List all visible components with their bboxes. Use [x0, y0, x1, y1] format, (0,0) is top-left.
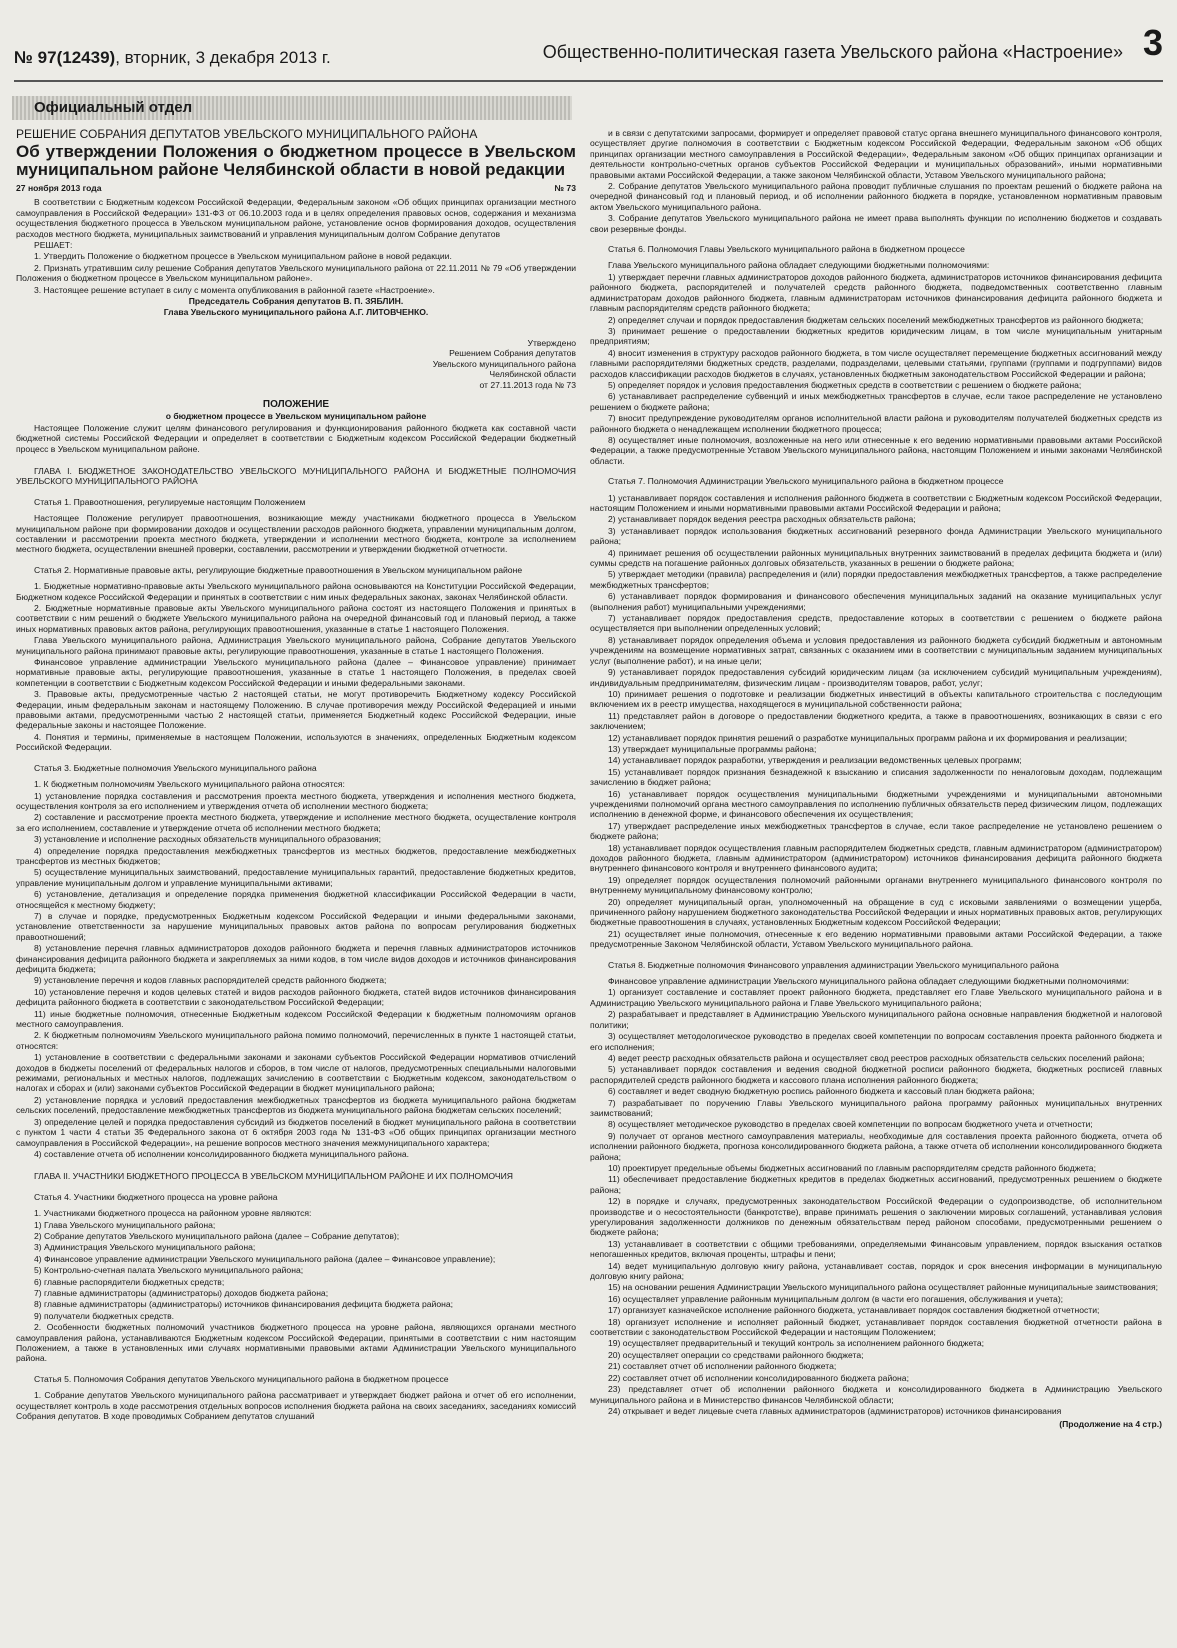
right-article-flow	[590, 128, 1162, 1416]
paragraph: 4) Финансовое управление администрации Увельского муниципального района (далее – Финансовое управление);	[34, 1253, 496, 1264]
masthead-rule	[14, 80, 1163, 82]
decision-item: 2. Признать утратившим силу решение Собрания депутатов Увельского муниципального района от 22.11.2011 № 79 «Об утверждении Положения о бюджетном процессе в Увельском муниципальном районе».	[16, 262, 576, 284]
paragraph: 1) устанавливает порядок составления и исполнения районного бюджета в соответствии с Бюджетным кодексом Российской Федерации, настоящим Положением и иными нормативными правовыми актами Российской Федерации и района;	[590, 492, 1162, 513]
paragraph: 23) представляет отчет об исполнении районного бюджета и консолидированного бюджета в Администрацию Увельского муниципального района и в Министерство финансов Челябинской области;	[590, 1384, 1162, 1405]
paragraph: 15) устанавливает порядок признания безнадежной к взысканию и списания задолженности по неналоговым доходам, подлежащим зачислению в бюджет района;	[590, 766, 1162, 788]
paragraph: 7) главные администраторы (администраторы) доходов бюджета района;	[34, 1287, 329, 1298]
paragraph: 1. К бюджетным полномочиям Увельского муниципального района относятся:	[34, 779, 345, 790]
paragraph: 9) получает от органов местного самоуправления материалы, необходимые для составления проекта районного бюджета, отчета об исполнении районного бюджета, прогноза консолидированного бюджета района, а также отчета об исполнении консолидированного бюджета района;	[590, 1130, 1162, 1162]
masthead	[14, 14, 1163, 74]
paragraph: 3) Администрация Увельского муниципального района;	[34, 1242, 256, 1253]
paragraph: 5) утверждает методики (правила) распределения и (или) порядки предоставления межбюджетных трансфертов, а также распределение межбюджетных трансфертов;	[590, 569, 1162, 590]
article-heading: Статья 3. Бюджетные полномочия Увельского муниципального района	[34, 762, 317, 773]
decision-resolves: РЕШАЕТ:	[34, 240, 73, 251]
paragraph: 2. К бюджетным полномочиям Увельского муниципального района помимо полномочий, перечисленных в пункте 1 настоящей статьи, относятся:	[16, 1030, 576, 1051]
paragraph: 11) представляет район в договоре о предоставлении бюджетного кредита, а также в правоотношениях, возникающих в связи с его заключением;	[590, 710, 1162, 732]
approval-stamp	[16, 338, 576, 390]
paragraph: 9) устанавливает порядок предоставления субсидий юридическим лицам (за исключением субсидий муниципальным учреждениям), индивидуальным предпринимателям, физическим лицам - производителям товаров, работ, услуг;	[590, 667, 1162, 688]
issue-date: , вторник, 3 декабря 2013 г.	[115, 48, 331, 67]
paragraph: 2) Собрание депутатов Увельского муниципального района (далее – Собрание депутатов);	[34, 1230, 400, 1241]
paragraph: 5) устанавливает порядок составления и ведения сводной бюджетной росписи районного бюджета, бюджетных росписей главных распорядителей средств районного бюджета и кассового плана исполнения районного бюджета;	[590, 1064, 1162, 1085]
paragraph: Глава Увельского муниципального района обладает следующими бюджетными полномочиями:	[608, 260, 990, 271]
paragraph: 9) установление перечня и кодов главных распорядителей средств районного бюджета;	[34, 975, 387, 986]
left-column	[16, 128, 576, 1422]
decision-number: № 73	[554, 183, 576, 193]
paragraph: 11) иные бюджетные полномочия, отнесенные Бюджетным кодексом Российской Федерации к бюджетным полномочиям органов местного самоуправления.	[16, 1008, 576, 1030]
paragraph: 15) на основании решения Администрации Увельского муниципального района осуществляет районные муниципальные заимствования;	[608, 1282, 1159, 1293]
regulation-intro: Настоящее Положение служит целям финансового регулирования и функционирования районного бюджета как составной части бюджетной системы Российской Федерации и определяет в соответствии с Бюджетным кодексом Российской Федерации бюджетный процесс в Увельском муниципальном районе.	[16, 422, 576, 454]
article-heading: Статья 1. Правоотношения, регулируемые настоящим Положением	[34, 496, 306, 507]
paragraph: 7) разрабатывает по поручению Главы Увельского муниципального района программу районных муниципальных внутренних заимствований;	[590, 1097, 1162, 1118]
paragraph: 2) составление и рассмотрение проекта местного бюджета, утверждение и исполнение местного бюджета, осуществление контроля за его исполнением, составление и утверждение отчета об исполнении местного бюджета;	[16, 812, 576, 833]
paragraph: 2) определяет случаи и порядок предоставления бюджетам сельских поселений межбюджетных трансфертов из районного бюджета;	[608, 314, 1144, 325]
paragraph: 10) установление перечня и кодов целевых статей и видов расходов районного бюджета, статей видов источников финансирования дефицита районного бюджета в соответствии с законодательством Российской Федерации;	[16, 986, 576, 1008]
paragraph: и в связи с депутатскими запросами, формирует и определяет правовой статус органа внешнего муниципального финансового контроля, осуществляет другие полномочия в соответствии с Бюджетным кодексом Российской Федерации, Федеральным законом «Об общих принципах организации местного самоуправления в Российской Федерации», Федеральным законом «Об общих принципах организации и деятельности контрольно-счетных органов субъектов Российской Федерации и муниципальных образований», иными нормативными правовыми актами Российской Федерации, а также законом Челябинской области, Уставом Увельского муниципального района;	[590, 128, 1162, 180]
paragraph: 4) определение порядка предоставления межбюджетных трансфертов из местных бюджетов, предоставление межбюджетных трансфертов из местных бюджетов;	[16, 845, 576, 866]
paragraph: 14) устанавливает порядок разработки, утверждения и реализации ведомственных целевых программ;	[608, 755, 1022, 766]
paragraph: 2. Особенности бюджетных полномочий участников бюджетного процесса на уровне района, являющихся органами местного самоуправления района, устанавливаются Бюджетным кодексом Российской Федерации, принятыми в соответствии с ним настоящим Положением, а также в установленных ими случаях нормативными правовыми актами Администрации Увельского муниципального района.	[16, 1322, 576, 1364]
section-label: Официальный отдел	[34, 99, 193, 116]
approval-line: Увельского муниципального района	[432, 358, 576, 369]
paragraph: 21) составляет отчет об исполнении районного бюджета;	[608, 1361, 837, 1372]
paragraph: 2) установление порядка и условий предоставления межбюджетных трансфертов из бюджета муниципального района бюджетам сельских поселений, предоставление межбюджетных трансфертов из бюджета муниципального района бюджетам сельских поселений;	[16, 1094, 576, 1116]
paragraph: Финансовое управление администрации Увельского муниципального района обладает следующими бюджетными полномочиями:	[608, 976, 1130, 987]
paragraph: 1. Собрание депутатов Увельского муниципального района рассматривает и утверждает бюджет района и отчет об его исполнении, осуществляет контроль в ходе рассмотрения отдельных вопросов исполнения бюджета района на своих заседаниях, заседаниях комиссий Собрания депутатов. В ходе проводимых Собранием депутатов слушаний	[16, 1390, 576, 1422]
paragraph: 6) установление, детализация и определение порядка применения бюджетной классификации Российской Федерации в части, относящейся к местному бюджету;	[16, 889, 576, 910]
paragraph: 8) установление перечня главных администраторов доходов районного бюджета и перечня главных администраторов источников финансирования дефицита районного бюджета и закрепляемых за ними кодов, в том числе видов доходов и источников финансирования дефицита бюджета;	[16, 943, 576, 974]
continued-note: (Продолжение на 4 стр.)	[1059, 1419, 1162, 1430]
paragraph: 20) определяет муниципальный орган, уполномоченный на обращение в суд с исковыми заявлениями о возмещении ущерба, причиненного району нарушением бюджетного законодательства Российской Федерации и иных нормативных правовых актов, регулирующих бюджетные правоотношения в случаях, установленных Бюджетным кодексом Российской Федерации;	[590, 896, 1162, 928]
decision-date-row	[16, 183, 576, 193]
paragraph: Финансовое управление администрации Увельского муниципального района (далее – Финансовое управление) принимает нормативные правовые акты, регулирующие правоотношения, указанные в статье 1 настоящего Положения, в пределах своей компетенции в соответствии с Бюджетным кодексом Российской Федерации и иными федеральными законами.	[16, 657, 576, 688]
paragraph: 16) устанавливает порядок осуществления муниципальными бюджетными учреждениями и муниципальными автономными учреждениями полномочий органа местного самоуправления по исполнению публичных обязательств перед физическим лицом, подлежащих исполнению в денежной форме, и финансового обеспечения их осуществления;	[590, 788, 1162, 820]
article-heading: Статья 8. Бюджетные полномочия Финансового управления администрации Увельского муниципального района	[608, 959, 1059, 970]
issue-line	[14, 48, 331, 68]
paragraph: 18) организует исполнение и исполняет районный бюджет, устанавливает порядок составления бюджетной отчетности района в соответствии с законодательством Российской Федерации и настоящим Положением;	[590, 1316, 1162, 1338]
right-column	[590, 128, 1162, 1430]
paragraph: 8) осуществляет методическое руководство в пределах своей компетенции по вопросам бюджетного учета и отчетности;	[608, 1119, 1093, 1130]
section-bar	[12, 96, 572, 120]
article-heading: Статья 2. Нормативные правовые акты, регулирующие бюджетные правоотношения в Увельском муниципальном районе	[34, 564, 523, 575]
paragraph: 2) разрабатывает и представляет в Администрацию Увельского муниципального района основные направления бюджетной и налоговой политики;	[590, 1009, 1162, 1030]
paragraph: 6) устанавливает порядок формирования и финансового обеспечения муниципальных заданий на оказание муниципальных услуг (выполнения работ) муниципальными учреждениями;	[590, 591, 1162, 612]
paragraph: 6) главные распорядители бюджетных средств;	[34, 1276, 225, 1287]
approval-line: Решением Собрания депутатов	[449, 348, 576, 359]
paragraph: Глава Увельского муниципального района, Администрация Увельского муниципального района, Собрание депутатов Увельского муниципального района принимают правовые акты, регулирующие правоотношения, указанные в статье 1 настоящего Положения.	[16, 635, 576, 656]
paragraph: 9) получатели бюджетных средств.	[34, 1310, 175, 1321]
paragraph: 1) организует составление и составляет проект районного бюджета, представляет его Главе Увельского муниципального района и в Администрацию Увельского муниципального района и Главе Увельского муниципального района;	[590, 987, 1162, 1008]
paragraph: 8) устанавливает порядок определения объема и условия предоставления из районного бюджета субсидий бюджетным и автономным учреждениям на возмещение нормативных затрат, связанных с оказанием ими в соответствии с муниципальным заданием муниципальных услуг (выполнение работ), и на иные цели;	[590, 634, 1162, 666]
paragraph: 4. Понятия и термины, применяемые в настоящем Положении, используются в значениях, определенных Бюджетным кодексом Российской Федерации.	[16, 731, 576, 753]
regulation-subtitle: о бюджетном процессе в Увельском муниципальном районе	[165, 411, 427, 422]
page-number: 3	[1142, 22, 1163, 63]
paragraph: 2. Бюджетные нормативные правовые акты Увельского муниципального района состоят из настоящего Положения и принятых в соответствии с ним решений о бюджете Увельского муниципального района на очередной финансовый год и плановый период, а также иных нормативных правовых актов района, регулирующих правоотношения, указанные в статье 1 настоящего Положения.	[16, 603, 576, 634]
article-heading: Статья 5. Полномочия Собрания депутатов Увельского муниципального района в бюджетном процессе	[34, 1373, 449, 1384]
paragraph: 8) осуществляет иные полномочия, возложенные на него или отнесенные к его ведению нормативными правовыми актами Российской Федерации, а также предусмотренные Уставом Увельского муниципального района, настоящим Положением и иными законами Челябинской области.	[590, 434, 1162, 466]
paragraph: 19) осуществляет предварительный и текущий контроль за исполнением районного бюджета;	[608, 1338, 984, 1349]
issue-number: № 97(12439)	[14, 48, 116, 67]
paragraph: 12) устанавливает порядок принятия решений о разработке муниципальных программ района и их формирования и реализации;	[608, 732, 1128, 743]
paragraph: 6) составляет и ведет сводную бюджетную роспись районного бюджета и кассовый план бюджета района;	[608, 1086, 1035, 1097]
approval-line: от 27.11.2013 года № 73	[479, 379, 576, 390]
paragraph: 8) главные администраторы (администраторы) источников финансирования дефицита бюджета района;	[34, 1299, 454, 1310]
paragraph: 1) Глава Увельского муниципального района;	[34, 1219, 216, 1230]
paragraph: 5) определяет порядок и условия предоставления бюджетных средств в соответствии с решением о бюджете района;	[608, 379, 1082, 390]
decision-preamble: В соответствии с Бюджетным кодексом Российской Федерации, Федеральным законом «Об общих принципах организации местного самоуправления в Российской Федерации» 131-ФЗ от 06.10.2003 года и в целях определения правовых основ, содержания и механизма осуществления бюджетного процесса в Увельском муниципальном районе, установление основ формирования доходов, осуществления расходов местного бюджета, муниципальных заимствований и управления муниципальным долгом Собрание депутатов	[16, 197, 576, 239]
paper-name: Общественно-политическая газета Увельского района «Настроение»	[542, 42, 1123, 62]
article-heading: Статья 4. Участники бюджетного процесса на уровне района	[34, 1191, 278, 1202]
paragraph: 4) ведет реестр расходных обязательств района и осуществляет свод реестров расходных обязательств сельских поселений района;	[608, 1052, 1145, 1063]
paragraph: 7) устанавливает порядок предоставления средств, предоставление которых в соответствии с решением о бюджете района осуществляется при выполнении определенных условий;	[590, 613, 1162, 634]
signature-head: Глава Увельского муниципального района А.Г. ЛИТОВЧЕНКО.	[163, 307, 429, 318]
paragraph: 2) устанавливает порядок ведения реестра расходных обязательств района;	[608, 514, 916, 525]
paragraph: 3) принимает решение о предоставлении бюджетных кредитов юридическим лицам, в том числе муниципальным унитарным предприятиям;	[590, 325, 1162, 347]
paragraph: Настоящее Положение регулирует правоотношения, возникающие между участниками бюджетного процесса в Увельском муниципальном районе при формировании доходов и осуществлении расходов районного бюджета, управлении муниципальным долгом, составлении и рассмотрении проекта местного бюджета, утверждении и исполнении местного бюджета, контроле за исполнением местного бюджета, осуществлении внешней проверки, составлении, рассмотрении и утверждении бюджетной отчетности.	[16, 513, 576, 555]
paragraph: 17) утверждает распределение иных межбюджетных трансфертов в случае, если такое распределение не установлено решением о бюджете района;	[590, 820, 1162, 842]
chapter-heading: ГЛАВА II. УЧАСТНИКИ БЮДЖЕТНОГО ПРОЦЕССА В УВЕЛЬСКОМ МУНИЦИПАЛЬНОМ РАЙОНЕ И ИХ ПОЛНОМОЧИЯ	[34, 1171, 513, 1182]
decision-item: 3. Настоящее решение вступает в силу с момента опубликования в районной газете «Настроение».	[34, 284, 435, 295]
paragraph: 3) устанавливает порядок использования бюджетных ассигнований резервного фонда Администрации Увельского муниципального района;	[590, 525, 1162, 547]
paragraph: 4) принимает решения об осуществлении районных муниципальных внутренних заимствований в пределах дефицита бюджета и (или) суммы средств на погашение районных долговых обязательств, указанных в решении о бюджете района;	[590, 547, 1162, 569]
decision-title: Об утверждении Положения о бюджетном процессе в Увельском муниципальном районе Челябинской области в новой редакции	[16, 142, 576, 179]
paragraph: 16) осуществляет управление районным муниципальным долгом (в части его погашения, обслуживания и учета);	[608, 1293, 1064, 1304]
paragraph: 5) Контрольно-счетная палата Увельского муниципального района;	[34, 1265, 304, 1276]
paragraph: 3. Правовые акты, предусмотренные частью 2 настоящей статьи, не могут противоречить Бюджетному кодексу Российской Федерации, иным федеральным законам и настоящему Положению. В случае противоречия между Российской Федерацией и иными правовыми актами, предусмотренными частью 2 настоящей статьи, применяется Бюджетный кодекс Российской Федерации, иные федеральные законы и настоящее Положение.	[16, 689, 576, 731]
paragraph: 4) составление отчета об исполнении консолидированного бюджета муниципального района.	[34, 1148, 410, 1159]
paragraph: 19) определяет порядок осуществления полномочий районными органами внутреннего муниципального финансового контроля по внутреннему муниципальному финансовому контролю;	[590, 874, 1162, 896]
paragraph: 3) определение целей и порядка предоставления субсидий из бюджетов поселений в бюджет муниципального района в соответствии с пунктом 1 части 4 статьи 35 Федерального закона от 6 октября 2003 года № 131-ФЗ «Об общих принципах организации местного самоуправления в Российской Федерации», на решение вопросов местного значения межмуниципального характера;	[16, 1116, 576, 1148]
paragraph: 7) вносит предупреждение руководителям органов исполнительной власти района и руководителям получателей бюджетных средств из районного бюджета о ненадлежащем исполнении бюджетного процесса;	[590, 413, 1162, 434]
approval-line: Челябинской области	[489, 369, 576, 380]
paragraph: 10) принимает решения о подготовке и реализации бюджетных инвестиций в объекты капитального строительства с последующим включением их в реестр имущества, находящегося в муниципальной собственности района;	[590, 688, 1162, 710]
paragraph: 3) осуществляет методологическое руководство в пределах своей компетенции по вопросам составления проекта районного бюджета и его исполнения;	[590, 1031, 1162, 1052]
paragraph: 5) осуществление муниципальных заимствований, предоставление муниципальных гарантий, предоставление бюджетных кредитов, управление муниципальным долгом и управление муниципальными активами;	[16, 867, 576, 888]
decision-item: 1. Утвердить Положение о бюджетном процессе в Увельском муниципальном районе в новой редакции.	[34, 251, 452, 262]
decision-heading: РЕШЕНИЕ СОБРАНИЯ ДЕПУТАТОВ УВЕЛЬСКОГО МУНИЦИПАЛЬНОГО РАЙОНА	[16, 127, 478, 141]
decision-date: 27 ноября 2013 года	[16, 183, 102, 193]
paragraph: 24) открывает и ведет лицевые счета главных администраторов (администраторов) источников финансирования	[608, 1405, 1062, 1416]
approval-line: Утверждено	[527, 337, 576, 348]
paragraph: 2. Собрание депутатов Увельского муниципального района проводит публичные слушания по проектам решений о бюджете района на очередной финансовый год и плановый период, и об исполнении районного бюджета в порядке, установленном нормативным правовым актом Увельского муниципального района.	[590, 181, 1162, 212]
paragraph: 14) ведет муниципальную долговую книгу района, устанавливает состав, порядок и срок внесения информации в муниципальную долговую книгу района;	[590, 1260, 1162, 1282]
signature-chair: Председатель Собрания депутатов В. П. ЗЯБЛИН.	[188, 296, 404, 307]
paragraph: 1. Участниками бюджетного процесса на районном уровне являются:	[34, 1208, 312, 1219]
paragraph: 13) устанавливает в соответствии с общими требованиями, определяемыми Финансовым управлением, порядок взыскания остатков непогашенных кредитов, включая проценты, штрафы и пени;	[590, 1238, 1162, 1260]
paragraph: 6) устанавливает распределение субвенций и иных межбюджетных трансфертов в случае, если такое распределение не установлено решением о бюджете района;	[590, 391, 1162, 412]
paragraph: 1. Бюджетные нормативно-правовые акты Увельского муниципального района основываются на Конституции Российской Федерации, Бюджетном кодексе Российской Федерации и принятых в соответствии с ним иных федеральных законах, законах Челябинской области.	[16, 581, 576, 602]
paragraph: 3) установление и исполнение расходных обязательств муниципального образования;	[34, 834, 382, 845]
paragraph: 10) проектирует предельные объемы бюджетных ассигнований по главным распорядителям средств районного бюджета;	[608, 1162, 1096, 1173]
paragraph: 13) утверждает муниципальные программы района;	[608, 743, 817, 754]
paragraph: 1) установление в соответствии с федеральными законами и законами субъектов Российской Федерации нормативов отчислений доходов в бюджеты поселений от федеральных налогов и сборов, в том числе от налогов, предусмотренных специальными налоговыми режимами, региональных и местных налогов, подлежащих зачислению в соответствии с Бюджетным кодексом, законодательством о налогах и сборах и (или) законами субъектов Российской Федерации в бюджет муниципального района;	[16, 1052, 576, 1094]
regulation-title: ПОЛОЖЕНИЕ	[262, 398, 330, 410]
paragraph: 1) установление порядка составления и рассмотрения проекта местного бюджета, утверждения и исполнения местного бюджета, осуществления контроля за его исполнением и утверждения отчета об исполнении местного бюджета;	[16, 790, 576, 811]
article-heading: Статья 6. Полномочия Главы Увельского муниципального района в бюджетном процессе	[608, 244, 965, 255]
paragraph: 4) вносит изменения в структуру расходов районного бюджета, в том числе осуществляет перемещение бюджетных ассигнований между главными распорядителями бюджетных средств, разделами, подразделами, целевыми статьями, группами (группами и подгруппами) видов расходов классификации расходов бюджетов в случаях, установленных бюджетным законодательством Российской Федерации и района;	[590, 347, 1162, 379]
left-article-flow	[16, 466, 576, 1422]
paragraph: 17) организует казначейское исполнение районного бюджета, устанавливает порядок составления бюджетной отчетности;	[608, 1305, 1100, 1316]
paragraph: 20) осуществляет операции со средствами районного бюджета;	[608, 1349, 864, 1360]
article-heading: Статья 7. Полномочия Администрации Увельского муниципального района в бюджетном процессе	[608, 476, 1004, 487]
paragraph: 22) составляет отчет об исполнении консолидированного бюджета района;	[608, 1372, 909, 1383]
paragraph: 21) осуществляет иные полномочия, отнесенные к его ведению нормативными правовыми актами Российской Федерации, а также предусмотренные Законом Челябинской области, Уставом Увельского муниципального района.	[590, 928, 1162, 950]
paragraph: 1) утверждает перечни главных администраторов доходов районного бюджета, администраторов источников финансирования дефицита районного бюджета, распорядителей и получателей средств районного бюджета, подведомственных соответственно главным администраторам доходов районного бюджета, главным администраторам источников финансирования дефицита районного бюджета и главным распорядителям средств районного бюджета;	[590, 271, 1162, 314]
paragraph: 12) в порядке и случаях, предусмотренных законодательством Российской Федерации о судопроизводстве, об исполнительном производстве и о несостоятельности (банкротстве), вправе принимать решения о заключении мировых соглашений, устанавливая условия урегулирования задолженности должников по денежным обязательствам перед районом способами, предусмотренными решением о бюджете района;	[590, 1196, 1162, 1238]
paragraph: 3. Собрание депутатов Увельского муниципального района не имеет права выполнять функции по исполнению бюджетов и создавать свои резервные фонды.	[590, 213, 1162, 234]
paragraph: 18) устанавливает порядок осуществления главным распорядителем бюджетных средств, главным администратором (администратором) доходов районного бюджета, главным администратором (администратором) источников финансирования дефицита районного бюджета внутреннего финансового контроля и внутреннего финансового аудита;	[590, 842, 1162, 874]
paragraph: 11) обеспечивает предоставление бюджетных кредитов в пределах бюджетных ассигнований, предусмотренных решением о бюджете района;	[590, 1174, 1162, 1195]
paragraph: 7) в случае и порядке, предусмотренных Бюджетным кодексом Российской Федерации и иными федеральными законами, установление ответственности за нарушение муниципальных правовых актов района по вопросам регулирования бюджетных правоотношений;	[16, 910, 576, 942]
chapter-heading: ГЛАВА I. БЮДЖЕТНОЕ ЗАКОНОДАТЕЛЬСТВО УВЕЛЬСКОГО МУНИЦИПАЛЬНОГО РАЙОНА И БЮДЖЕТНЫЕ ПОЛНОМОЧИЯ УВЕЛЬСКОГО МУНИЦИПАЛЬНОГО РАЙОНА	[16, 465, 576, 487]
